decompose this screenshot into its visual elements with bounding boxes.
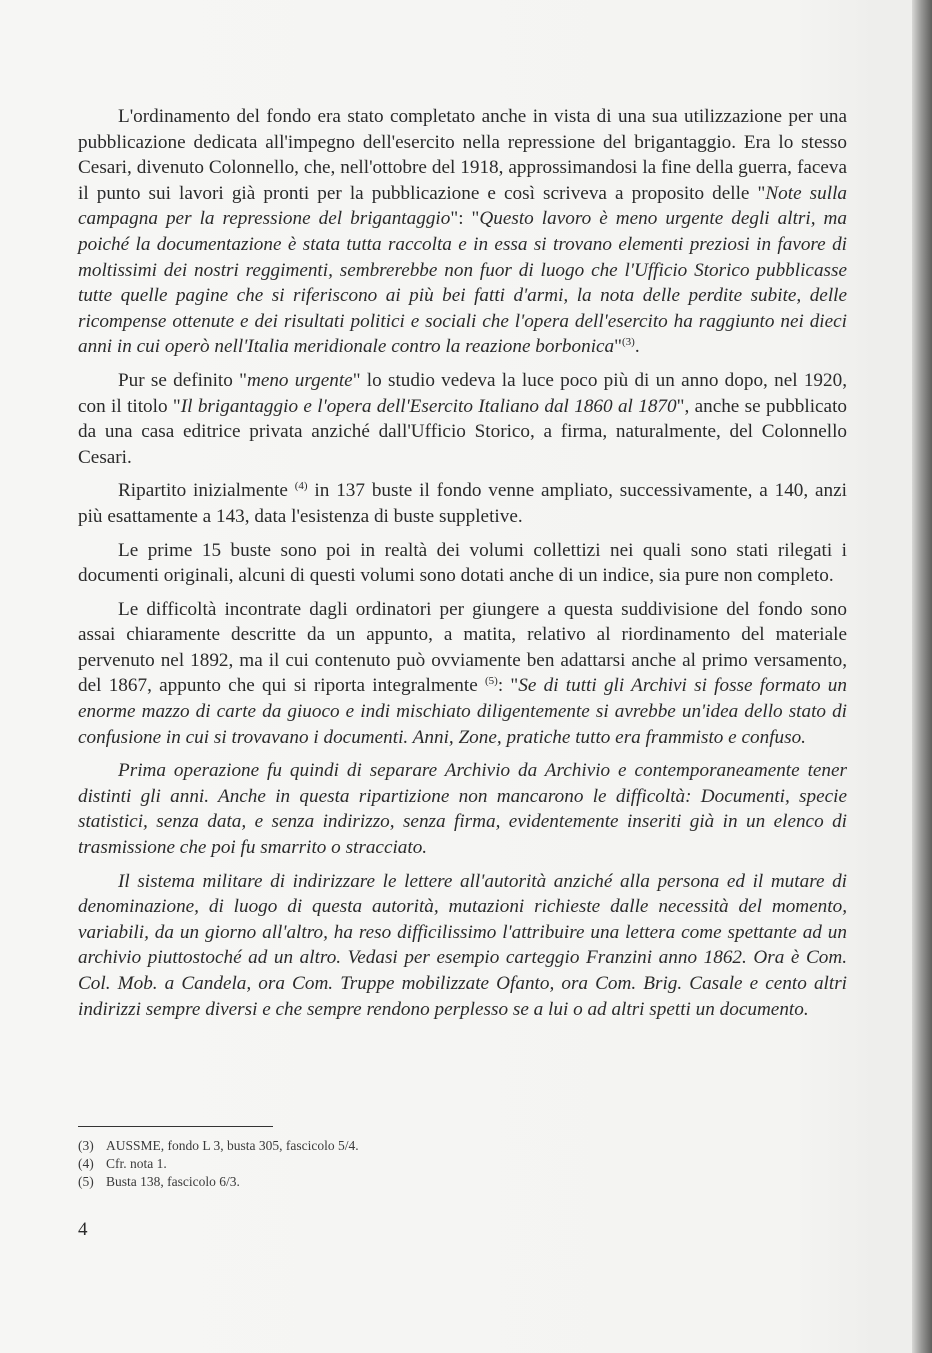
footnote-text: Cfr. nota 1.: [106, 1156, 167, 1171]
quotation-cesari: Questo lavoro è meno urgente degli altri, ma poiché la documentazione è stata tutta raccolta e in essa si trovano elementi preziosi in favore di moltissimi dei nostri reggimenti, sembrerebbe non fuor di luogo che l'Ufficio Storico pubblicasse tutte quelle pagine che si riferiscono ai più bei fatti d'armi, la nota delle perdite subite, delle ricompense ottenute e dei risultati politici e sociali che l'opera dell'esercito ha raggiunto nei dieci anni in cui operò nell'Italia meridionale contro la reazione borbonica: [78, 208, 847, 358]
paragraph-6: [78, 758, 847, 860]
footnote-number: (4): [78, 1156, 94, 1171]
footnote-divider: [78, 1126, 273, 1127]
paragraph-2-text: " lo studio vedeva la luce poco più di un anno dopo, nel 1920, con il titolo ": [78, 369, 848, 417]
paragraph-4: [78, 538, 847, 589]
footnotes: [78, 1137, 578, 1191]
footnote-ref-5: (5): [485, 675, 498, 688]
paragraph-5-text: Le difficoltà incontrate dagli ordinatori per giungere a questa suddivisione del fondo sono assai chiaramente descritte da un appunto, a matita, relativo al riordinamento del materiale pervenuto nel 1892, ma il cui contenuto può ovviamente ben adattarsi anche al primo versamento, del 1867, appunto che qui si riporta integralmente: [78, 598, 847, 697]
punctuation: ": [614, 336, 622, 358]
page-number: 4: [78, 1219, 88, 1240]
paragraph-2-text: ", anche se pubblicato da una casa editrice privata anziché dall'Ufficio Storico, a firma, naturalmente, del Colonnello Cesari.: [78, 395, 847, 468]
footnote-3: [78, 1137, 578, 1155]
paragraph-1: [78, 104, 847, 360]
paragraph-4-text: Le prime 15 buste sono poi in realtà dei volumi collettizi nei quali sono stati rilegati i documenti originali, alcuni di questi volumi sono dotati anche di un indice, sia pure non completo.: [78, 539, 847, 587]
book-title: Il brigantaggio e l'opera dell'Esercito Italiano dal 1860 al 1870: [180, 395, 677, 417]
quoted-phrase: meno urgente: [246, 369, 353, 391]
body-text: [78, 104, 847, 1030]
footnote-number: (3): [78, 1138, 94, 1153]
paragraph-3-text: Ripartito inizialmente: [118, 480, 295, 502]
paragraph-3: [78, 478, 847, 529]
paragraph-2-text: Pur se definito ": [118, 369, 247, 391]
paragraph-6-text: Prima operazione fu quindi di separare Archivio da Archivio e contemporaneamente tener distinti gli anni. Anche in questa ripartizione non mancarono le difficoltà: Documenti, specie statistici, senza data, e senza indirizzo, senza firma, evidentemente inseriti già in un elenco di trasmissione che poi fu smarrito o stracciato.: [78, 760, 847, 859]
punctuation: : ": [497, 675, 519, 697]
footnote-text: Busta 138, fascicolo 6/3.: [106, 1174, 240, 1189]
footnote-5: [78, 1173, 578, 1191]
paragraph-2: [78, 368, 847, 470]
footnote-ref-3: (3): [621, 336, 635, 349]
punctuation: ": ": [450, 208, 480, 230]
page-edge-shadow: [912, 0, 932, 1353]
footnote-number: (5): [78, 1174, 94, 1189]
footnote-text: AUSSME, fondo L 3, busta 305, fascicolo 5/4.: [106, 1138, 359, 1153]
punctuation: .: [634, 336, 640, 358]
quoted-title: Note sulla campagna per la repressione del brigantaggio: [78, 182, 847, 230]
paragraph-7: [78, 869, 847, 1023]
footnote-ref-4: (4): [294, 480, 308, 493]
paragraph-1-text: L'ordinamento del fondo era stato completato anche in vista di una sua utilizzazione per una pubblicazione dedicata all'impegno dell'esercito nella repressione del brigantaggio. Era lo stesso Cesari, divenuto Colonnello, che, nell'ottobre del 1918, approssimandosi la fine della guerra, faceva il punto sui lavori già pronti per la pubblicazione e così scriveva a proposito delle ": [78, 106, 847, 204]
quotation-appunto: Se di tutti gli Archivi si fosse formato un enorme mazzo di carte da giuoco e indi mischiato diligentemente si avrebbe un'idea dello stato di confusione in cui si trovavano i documenti. Anni, Zone, pratiche tutto era frammisto e confuso.: [78, 675, 847, 748]
paragraph-7-text: Il sistema militare di indirizzare le lettere all'autorità anziché alla persona ed il mutare di denominazione, di luogo di questa autorità, mutazioni richieste dalle necessità del momento, variabili, da un giorno all'altro, ha reso difficilissimo l'attribuire una lettera come spettante ad un archivio piuttostoché ad un altro. Vedasi per esempio carteggio Franzini anno 1862. Ora è Com. Col. Mob. a Candela, ora Com. Truppe mobilizzate Ofanto, ora Com. Brig. Casale e cento altri indirizzi sempre diversi e che sempre rendono perplesso se a lui o ad altri spetti un documento.: [78, 870, 847, 1020]
paragraph-5: [78, 597, 847, 751]
footnote-4: [78, 1155, 578, 1173]
paragraph-3-text: in 137 buste il fondo venne ampliato, successivamente, a 140, anzi più esattamente a 143, data l'esistenza di buste suppletive.: [78, 480, 847, 527]
